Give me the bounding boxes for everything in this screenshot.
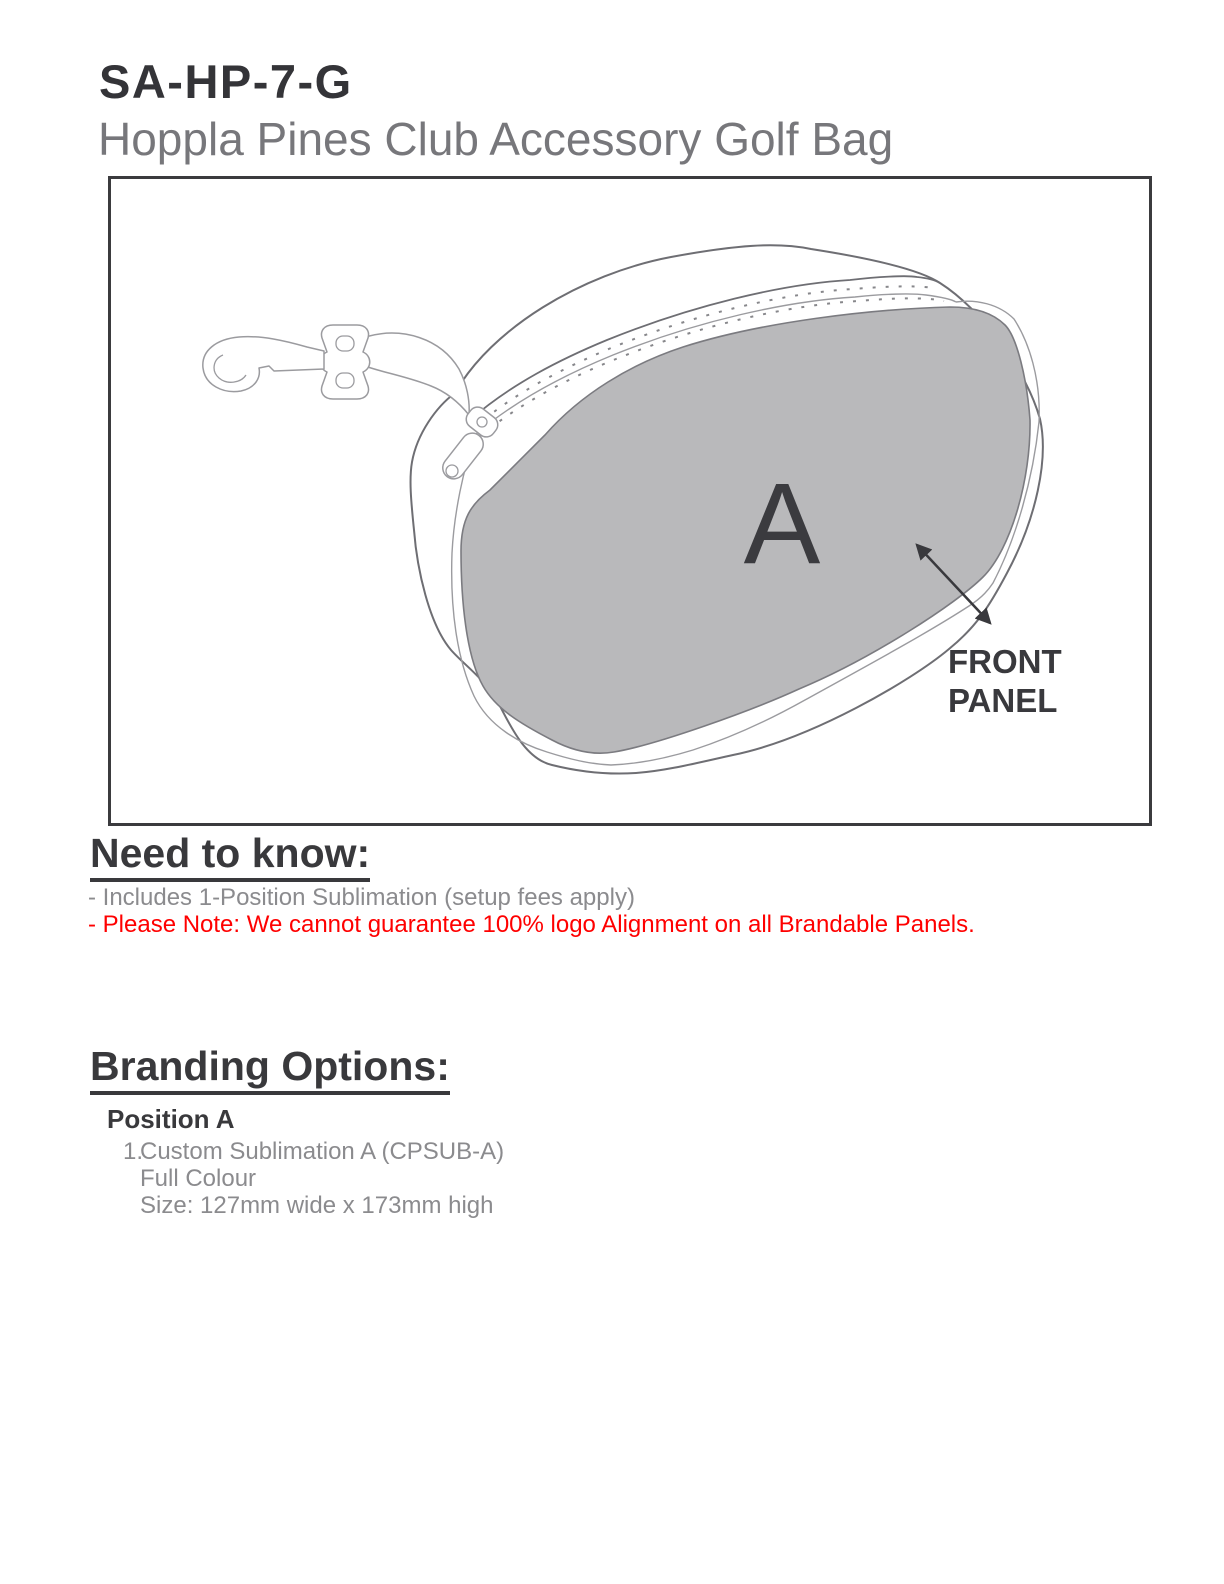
- golf-bag-illustration: [111, 179, 1149, 823]
- product-name-subtitle: Hoppla Pines Club Accessory Golf Bag: [98, 113, 894, 165]
- note-sublimation: - Includes 1-Position Sublimation (setup fees apply): [88, 884, 635, 911]
- branding-item-colour: Full Colour: [140, 1165, 257, 1192]
- product-diagram-frame: [108, 176, 1152, 826]
- need-to-know-heading: Need to know:: [90, 833, 370, 882]
- branding-options-list: [123, 1138, 504, 1219]
- branding-item: [123, 1138, 504, 1165]
- front-panel-label-line1: FRONT: [948, 643, 1062, 680]
- panel-position-letter: A: [743, 460, 821, 588]
- note-alignment-warning: - Please Note: We cannot guarantee 100% logo Alignment on all Brandable Panels.: [88, 911, 975, 938]
- branding-item-name: Custom Sublimation A (CPSUB-A): [140, 1138, 505, 1165]
- need-to-know-notes: [88, 884, 975, 938]
- carabiner-clip-icon: [203, 337, 324, 392]
- front-panel-label-line2: PANEL: [948, 682, 1058, 719]
- branding-options-heading: Branding Options:: [90, 1046, 450, 1095]
- product-code-title: SA-HP-7-G: [99, 55, 353, 108]
- position-a-title: Position A: [107, 1104, 235, 1134]
- branding-item-number: 1.: [123, 1138, 144, 1165]
- branding-item-size: Size: 127mm wide x 173mm high: [140, 1192, 494, 1219]
